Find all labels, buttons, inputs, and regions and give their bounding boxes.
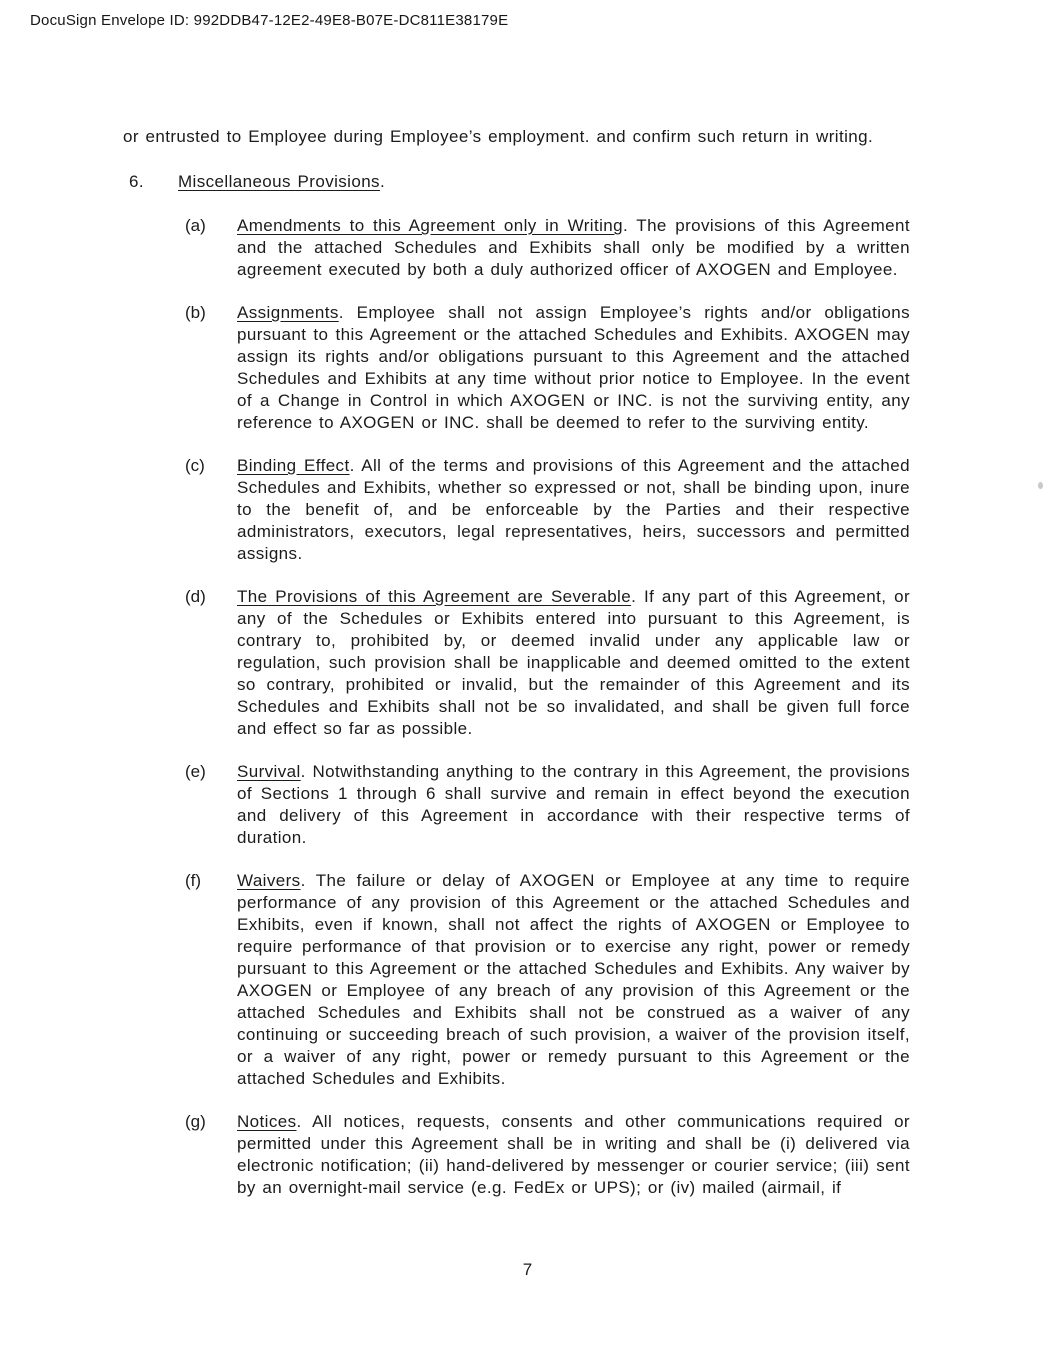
clause-heading: Binding Effect: [237, 456, 350, 475]
clause-heading: The Provisions of this Agreement are Severable: [237, 587, 632, 606]
clause-heading: Survival: [237, 762, 301, 781]
clause-label: (e): [185, 762, 206, 781]
clause-heading: Notices: [237, 1112, 297, 1131]
clause-label: (f): [185, 871, 202, 890]
clause-label: (a): [185, 216, 206, 235]
clause-heading: Waivers: [237, 871, 301, 890]
section-heading: [123, 171, 910, 193]
clause-text: Binding Effect. All of the terms and provisions of this Agreement and the attached Schedules and Exhibits, whether so expressed or not, shall be binding upon, inure to the benefit of, and be enforceable by the Parties and their respective administrators, executors, legal representatives, heirs, successors and permitted assigns.: [237, 456, 910, 563]
clause-text: Amendments to this Agreement only in Writing. The provisions of this Agreement and the attached Schedules and Exhibits shall only be modified by a written agreement executed by both a duly authorized officer of AXOGEN and Employee.: [237, 216, 911, 279]
clause-text: Survival. Notwithstanding anything to the contrary in this Agreement, the provisions of Sections 1 through 6 shall survive and remain in effect beyond the execution and delivery of this Agreement in accordance with their respective terms of duration.: [237, 762, 910, 847]
clause-item-d: [123, 586, 910, 740]
clause-text: Assignments. Employee shall not assign Employee’s rights and/or obligations pursuant to this Agreement or the attached Schedules and Exhibits. AXOGEN may assign its rights and/or obligations pursuant to this Agreement and the attached Schedules and Exhibits at any time without prior notice to Employee. In the event of a Change in Control in which AXOGEN or INC. is not the surviving entity, any reference to AXOGEN or INC. shall be deemed to refer to the surviving entity.: [237, 303, 910, 432]
clause-text: Waivers. The failure or delay of AXOGEN or Employee at any time to require performance of any provision of this Agreement or the attached Schedules and Exhibits, even if known, shall not affect the rights of AXOGEN or Employee to require performance of that provision or to exercise any right, power or remedy pursuant to this Agreement or the attached Schedules and Exhibits. Any waiver by AXOGEN or Employee of any breach of any provision of this Agreement or the attached Schedules and Exhibits shall not be construed as a waiver of any continuing or succeeding breach of such provision, a waiver of the provision itself, or a waiver of any right, power or remedy pursuant to this Agreement or the attached Schedules and Exhibits.: [237, 871, 910, 1088]
clause-heading: Assignments: [237, 303, 339, 322]
clause-heading: Amendments to this Agreement only in Writing: [237, 216, 623, 235]
document-body: [123, 126, 910, 1199]
scan-artifact-dot: [1038, 482, 1043, 489]
clause-label: (c): [185, 456, 205, 475]
section-title: Miscellaneous Provisions.: [178, 172, 386, 191]
intro-paragraph: or entrusted to Employee during Employee’s employment. and confirm such return in writing.: [123, 127, 874, 146]
clause-text: Notices. All notices, requests, consents and other communications required or permitted under this Agreement shall be in writing and shall be (i) delivered via electronic notification; (ii) hand-delivered by messenger or courier service; (iii) sent by an overnight-mail service (e.g. FedEx or UPS); or (iv) mailed (airmail, if: [237, 1112, 910, 1197]
clause-label: (g): [185, 1112, 206, 1131]
clause-item-b: [123, 302, 910, 434]
clause-text: The Provisions of this Agreement are Severable. If any part of this Agreement, or any of the Schedules or Exhibits entered into pursuant to this Agreement, is contrary to, prohibited by, or deemed invalid under any applicable law or regulation, such provision shall be inapplicable and deemed omitted to the extent so contrary, prohibited or invalid, but the remainder of this Agreement and its Schedules and Exhibits shall not be so invalidated, and shall be given full force and effect so far as possible.: [237, 587, 911, 738]
clause-item-f: [123, 870, 910, 1090]
section-number: 6.: [129, 172, 144, 191]
clause-item-c: [123, 455, 910, 565]
clause-label: (d): [185, 587, 206, 606]
docusign-envelope-id: DocuSign Envelope ID: 992DDB47-12E2-49E8-B07E-DC811E38179E: [30, 12, 509, 29]
clause-item-e: [123, 761, 910, 849]
clause-item-g: [123, 1111, 910, 1199]
page-number: 7: [522, 1260, 533, 1279]
clause-item-a: [123, 215, 910, 281]
clause-label: (b): [185, 303, 206, 322]
